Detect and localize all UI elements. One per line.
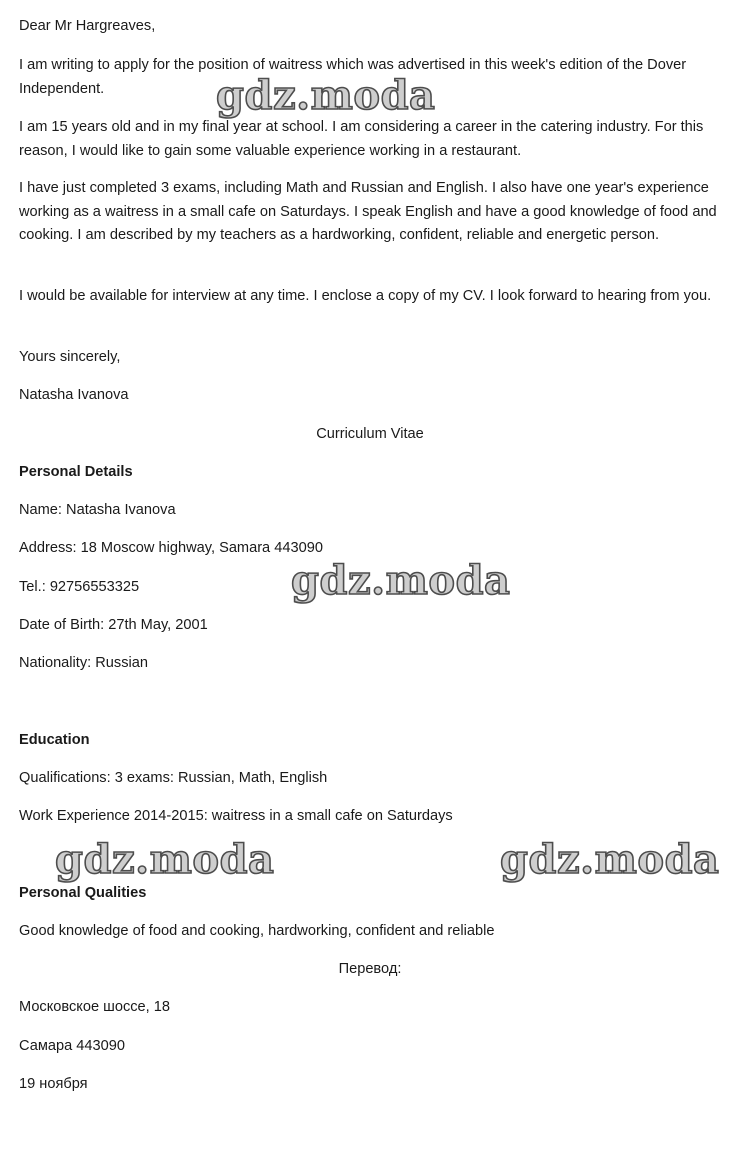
cv-name: Name: Natasha Ivanova [19, 502, 176, 518]
letter-salutation: Dear Mr Hargreaves, [19, 18, 156, 34]
cv-education-heading: Education [19, 732, 90, 748]
cv-tel: Tel.: 92756553325 [19, 579, 140, 595]
translation-heading: Перевод: [338, 961, 402, 977]
watermark: gdz.moda [291, 557, 511, 604]
letter-paragraph-4: I would be available for interview at any time. I enclose a copy of my CV. I look forward to hearing from you. [19, 288, 712, 304]
watermark: gdz.moda [500, 836, 720, 883]
letter-signature: Natasha Ivanova [19, 387, 129, 403]
translation-line-2: Самара 443090 [19, 1038, 125, 1054]
cv-dob: Date of Birth: 27th May, 2001 [19, 617, 208, 633]
cv-work-experience: Work Experience 2014-2015: waitress in a small cafe on Saturdays [19, 808, 453, 824]
watermark: gdz.moda [216, 72, 436, 119]
cv-address: Address: 18 Moscow highway, Samara 443090 [19, 540, 323, 556]
letter-paragraph-1: I am writing to apply for the position of waitress which was advertised in this week's edition of the Dover Independent. [19, 57, 687, 97]
letter-paragraph-2: I am 15 years old and in my final year at school. I am considering a career in the catering industry. For this reason, I would like to gain some valuable experience working in a restaurant. [19, 119, 704, 159]
letter-paragraph-3: I have just completed 3 exams, including Math and Russian and English. I also have one year's experience working as a waitress in a small cafe on Saturdays. I speak English and have a good knowledge of food and cooking. I am described by my teachers as a hardworking, confident, reliable and energetic person. [19, 180, 717, 244]
watermark: gdz.moda [55, 836, 275, 883]
translation-line-1: Московское шоссе, 18 [19, 999, 170, 1015]
cv-qualifications: Qualifications: 3 exams: Russian, Math, English [19, 770, 328, 786]
cv-qualities: Good knowledge of food and cooking, hardworking, confident and reliable [19, 923, 495, 939]
translation-line-3: 19 ноября [19, 1076, 88, 1092]
cv-personal-heading: Personal Details [19, 464, 133, 480]
cv-title: Curriculum Vitae [316, 426, 424, 442]
letter-closing: Yours sincerely, [19, 349, 121, 365]
cv-nationality: Nationality: Russian [19, 655, 148, 671]
cv-qualities-heading: Personal Qualities [19, 885, 147, 901]
